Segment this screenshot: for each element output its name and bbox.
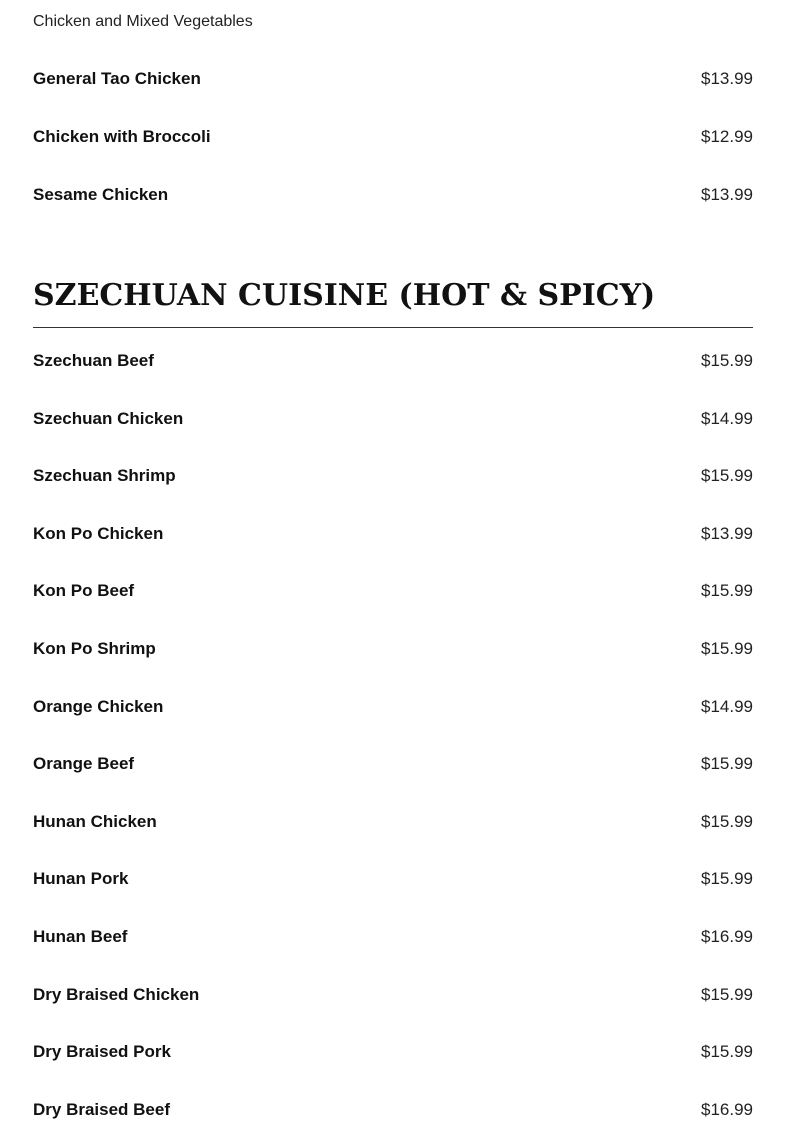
menu-item-price: $14.99 <box>701 697 753 716</box>
menu-item-price: $15.99 <box>701 754 753 773</box>
menu-item <box>33 695 753 719</box>
menu-item-name: Dry Braised Pork <box>33 1042 171 1061</box>
menu-item-price: $15.99 <box>701 812 753 831</box>
menu-item-price: $15.99 <box>701 639 753 658</box>
menu-item <box>33 464 753 488</box>
menu-item <box>33 522 753 546</box>
menu-item-price: $13.99 <box>701 185 753 204</box>
menu-item <box>33 983 753 1007</box>
menu-item-price: $12.99 <box>701 127 753 146</box>
menu-item <box>33 1040 753 1064</box>
menu-item-name: Hunan Pork <box>33 869 129 888</box>
menu-item-price: $13.99 <box>701 69 753 88</box>
menu-item-name: Szechuan Beef <box>33 351 154 370</box>
menu-item-name: Chicken with Broccoli <box>33 127 211 146</box>
menu-item-price: $16.99 <box>701 1100 753 1119</box>
menu-item-name: Dry Braised Chicken <box>33 985 200 1004</box>
menu-item <box>33 579 753 603</box>
menu-item-name: Orange Beef <box>33 754 135 773</box>
section-divider <box>33 327 753 328</box>
menu-item <box>33 925 753 949</box>
menu-item <box>33 752 753 776</box>
menu-item-price: $15.99 <box>701 581 753 600</box>
menu-item <box>33 810 753 834</box>
menu-item-price: $14.99 <box>701 409 753 428</box>
menu-item-name: Hunan Beef <box>33 927 128 946</box>
menu-item <box>33 183 753 207</box>
menu-item-price: $15.99 <box>701 351 753 370</box>
menu-item-name: Szechuan Shrimp <box>33 466 176 485</box>
menu-item <box>33 637 753 661</box>
menu-item-name: Dry Braised Beef <box>33 1100 171 1119</box>
menu-item <box>33 407 753 431</box>
menu-item-name: Hunan Chicken <box>33 812 157 831</box>
item-description: Chicken and Mixed Vegetables <box>33 13 253 30</box>
menu-item-price: $15.99 <box>701 466 753 485</box>
menu-item-name: Sesame Chicken <box>33 185 169 204</box>
menu-item-price: $15.99 <box>701 1042 753 1061</box>
menu-item-name: Kon Po Beef <box>33 581 135 600</box>
menu-item <box>33 67 753 91</box>
menu-item-name: Kon Po Shrimp <box>33 639 156 658</box>
menu-item-price: $15.99 <box>701 985 753 1004</box>
menu-item-name: Szechuan Chicken <box>33 409 184 428</box>
menu-item <box>33 867 753 891</box>
menu-item-price: $15.99 <box>701 869 753 888</box>
menu-item <box>33 125 753 149</box>
menu-item <box>33 349 753 373</box>
menu-item-name: General Tao Chicken <box>33 69 201 88</box>
section-heading: SZECHUAN CUISINE (HOT & SPICY) <box>33 278 656 313</box>
menu-item-price: $16.99 <box>701 927 753 946</box>
menu-item-name: Kon Po Chicken <box>33 524 164 543</box>
menu-item-name: Orange Chicken <box>33 697 164 716</box>
menu-item-price: $13.99 <box>701 524 753 543</box>
menu-item <box>33 1098 753 1122</box>
